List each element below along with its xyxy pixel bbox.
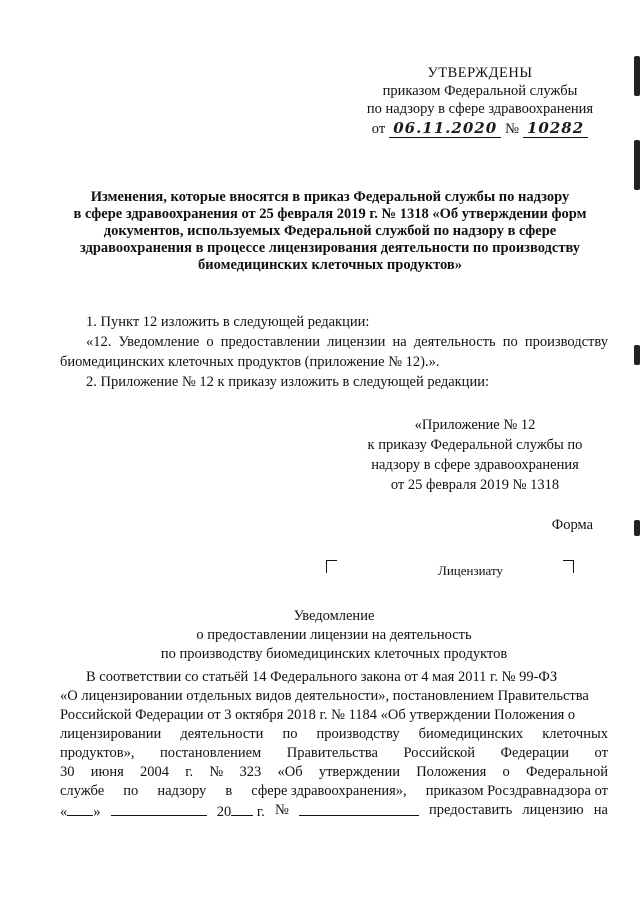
word: утверждении bbox=[318, 764, 400, 780]
year-prefix: 20 bbox=[216, 804, 232, 820]
appendix-line-3: надзору в сфере здравоохранения bbox=[371, 457, 579, 473]
word: надзору bbox=[157, 783, 207, 799]
word: по bbox=[282, 726, 298, 742]
word: Федерации bbox=[500, 745, 570, 761]
number-blank bbox=[299, 801, 419, 816]
item-2: 2. Приложение № 12 к приказу изложить в следующей редакции: bbox=[86, 374, 489, 390]
approval-block bbox=[350, 64, 610, 138]
form-label: Форма bbox=[551, 517, 593, 533]
licensee-label: Лицензиату bbox=[438, 563, 503, 578]
word: Положения bbox=[416, 764, 487, 780]
approval-title: УТВЕРЖДЕНЫ bbox=[427, 65, 533, 81]
corner-left-mark bbox=[326, 560, 337, 573]
item-1-text: «12. Уведомление о предоставлении лицензии на деятельность по производству биомедицинских клеточных продуктов (приложение № 12).». bbox=[60, 334, 608, 370]
heading-line-5: биомедицинских клеточных продуктов» bbox=[197, 257, 463, 273]
month-blank bbox=[111, 801, 207, 816]
word: июня bbox=[90, 764, 124, 780]
heading-line-4: здравоохранения в процессе лицензирования деятельности по производству bbox=[79, 240, 581, 256]
word: по bbox=[123, 783, 139, 799]
item-1: 1. Пункт 12 изложить в следующей редакции: bbox=[86, 314, 370, 330]
year-group bbox=[217, 801, 265, 822]
open-quote: « bbox=[60, 804, 68, 820]
word: на bbox=[593, 802, 608, 818]
word: 323 bbox=[239, 764, 262, 780]
word: постановлением bbox=[159, 745, 262, 761]
number-label: № bbox=[505, 121, 519, 137]
word: «Об bbox=[277, 764, 303, 780]
word: Российской bbox=[403, 745, 475, 761]
word: 2004 bbox=[140, 764, 169, 780]
word: приказом Росздравнадзора от bbox=[425, 783, 608, 799]
appendix-line-1: «Приложение № 12 bbox=[414, 417, 536, 433]
notice-body-row-2 bbox=[60, 687, 608, 706]
notice-body-row-4 bbox=[60, 725, 608, 744]
notice-line-1: Уведомление bbox=[293, 608, 375, 624]
notice-body bbox=[60, 668, 608, 822]
appendix-line-2: к приказу Федеральной службы по bbox=[367, 437, 583, 453]
appendix-block bbox=[340, 415, 610, 495]
document-heading bbox=[60, 189, 600, 274]
word: 30 bbox=[60, 764, 75, 780]
amendment-items bbox=[60, 312, 608, 392]
year-blank bbox=[231, 801, 253, 816]
notice-title bbox=[60, 607, 608, 664]
notice-body-row-3 bbox=[60, 706, 608, 725]
close-quote: » bbox=[93, 804, 101, 820]
word: сфере здравоохранения», bbox=[251, 783, 407, 799]
word: от bbox=[594, 745, 608, 761]
word: производству bbox=[316, 726, 400, 742]
appendix-line-4: от 25 февраля 2019 № 1318 bbox=[390, 477, 560, 493]
row-text: В соответствии со статьёй 14 Федерального закона от 4 мая 2011 г. № 99-ФЗ bbox=[86, 669, 558, 685]
heading-line-1: Изменения, которые вносятся в приказ Федеральной службы по надзору bbox=[90, 189, 570, 205]
word: продуктов», bbox=[60, 745, 135, 761]
word: службе bbox=[60, 783, 105, 799]
handwritten-date: 06.11.2020 bbox=[389, 119, 501, 138]
word: в bbox=[225, 783, 233, 799]
heading-line-3: документов, используемых Федеральной службой по надзору в сфере bbox=[103, 223, 557, 239]
word: о bbox=[502, 764, 510, 780]
notice-body-row-1 bbox=[60, 668, 608, 687]
licensee-address-box bbox=[320, 560, 580, 580]
row-text: Российской Федерации от 3 октября 2018 г. № 1184 «Об утверждении Положения о bbox=[60, 707, 576, 723]
number-sign: № bbox=[274, 802, 289, 818]
word: лицензию bbox=[522, 802, 584, 818]
scan-edge-mark bbox=[634, 345, 640, 365]
approval-line-1: приказом Федеральной службы bbox=[382, 83, 578, 99]
row-text: «О лицензировании отдельных видов деятельности», постановлением Правительства bbox=[60, 688, 589, 704]
notice-body-row-6 bbox=[60, 763, 608, 782]
year-suffix: г. bbox=[256, 804, 265, 820]
notice-body-row-7 bbox=[60, 782, 608, 801]
from-label: от bbox=[371, 121, 386, 137]
scan-edge-mark bbox=[634, 140, 640, 190]
date-fill-group bbox=[60, 801, 101, 822]
approval-date-line bbox=[350, 119, 610, 138]
notice-line-3: по производству биомедицинских клеточных продуктов bbox=[160, 646, 508, 662]
word: лицензировании bbox=[60, 726, 162, 742]
word: г. bbox=[185, 764, 194, 780]
handwritten-number: 10282 bbox=[523, 119, 588, 138]
word: предоставить bbox=[429, 802, 513, 818]
heading-line-2: в сфере здравоохранения от 25 февраля 2019 г. № 1318 «Об утверждении форм bbox=[73, 206, 587, 222]
word: клеточных bbox=[542, 726, 608, 742]
approval-line-2: по надзору в сфере здравоохранения bbox=[366, 101, 594, 117]
word: деятельности bbox=[180, 726, 264, 742]
word: № bbox=[209, 764, 224, 780]
notice-line-2: о предоставлении лицензии на деятельность bbox=[196, 627, 472, 643]
word: Федеральной bbox=[526, 764, 608, 780]
scan-edge-mark bbox=[634, 56, 640, 96]
scan-edge-mark bbox=[634, 520, 640, 536]
notice-body-row-5 bbox=[60, 744, 608, 763]
corner-right-mark bbox=[563, 560, 574, 573]
day-blank bbox=[67, 801, 93, 816]
word: Правительства bbox=[286, 745, 378, 761]
notice-body-row-8 bbox=[60, 801, 608, 822]
word: биомедицинских bbox=[418, 726, 524, 742]
